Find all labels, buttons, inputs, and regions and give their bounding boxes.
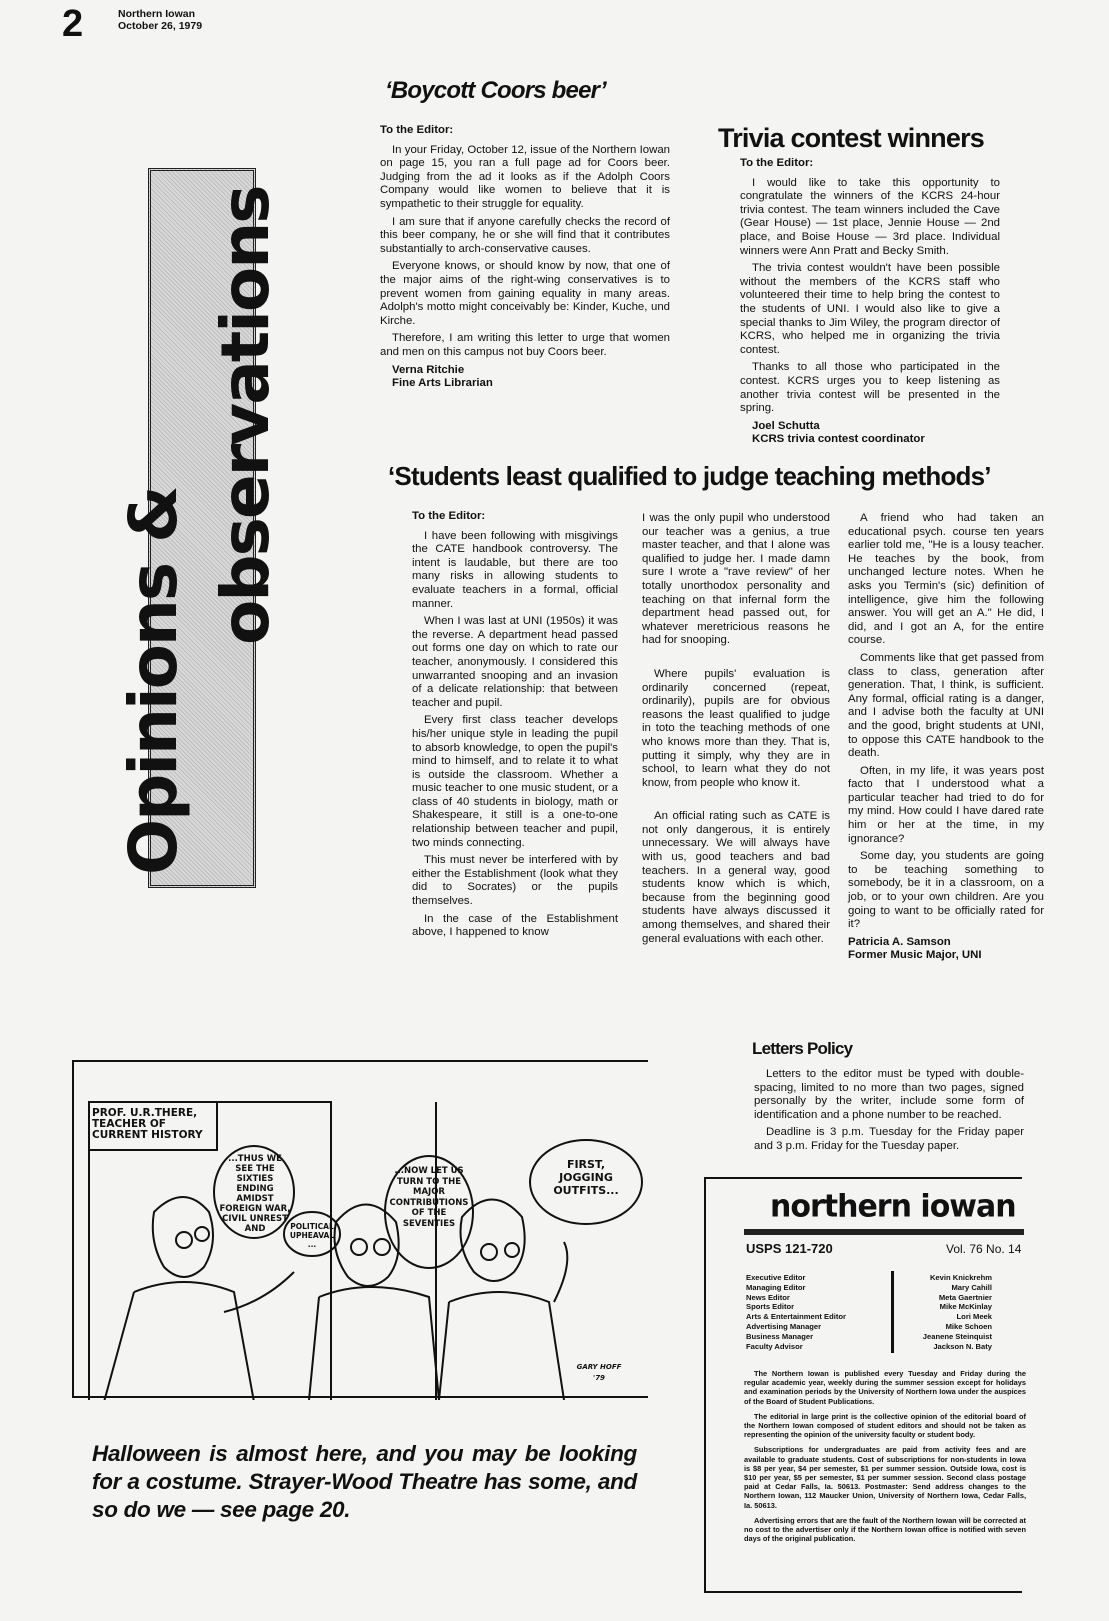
usps-number: USPS 121-720	[746, 1241, 833, 1256]
paragraph: Deadline is 3 p.m. Tuesday for the Friday paper and 3 p.m. Friday for the Tuesday paper.	[754, 1126, 1024, 1152]
signature-title: Fine Arts Librarian	[392, 377, 493, 390]
paragraph: I am sure that if anyone carefully checks the record of this beer company, he or she will find that it contributes substantially to arch-conservative causes.	[380, 215, 670, 255]
staff-name: Meta Gaertnier	[938, 1292, 992, 1302]
staff-role: Faculty Advisor	[746, 1341, 803, 1351]
speech-bubble-1: ...THUS WE SEE THE SIXTIES ENDING AMIDST FOREIGN WAR, CIVIL UNREST AND	[219, 1154, 291, 1234]
students-letter-col3	[848, 512, 1044, 963]
staff-name: Mike Schoen	[945, 1321, 992, 1331]
editorial-cartoon	[72, 1060, 648, 1398]
salutation: To the Editor:	[412, 510, 486, 522]
paragraph: An official rating such as CATE is not only dangerous, it is entirely unnecessary. We will always have with us, good teachers and bad teachers. In a general way, good students know which is which, because from the beginning good students have always discussed it among themselves, and shared their general evaluations with each other.	[642, 810, 830, 945]
letters-policy-headline: Letters Policy	[752, 1039, 853, 1058]
masthead-box	[704, 1177, 1026, 1593]
fine-print-paragraph: The Northern Iowan is published every Tuesday and Friday during the regular academic year, weekly during the summer session except for holidays and examination periods by the University of Northern Iowa under the auspices of the Board of Student Publications.	[744, 1369, 1026, 1406]
masthead-rule	[744, 1229, 1024, 1235]
staff-name: Mary Cahill	[951, 1282, 992, 1292]
staff-name: Kevin Knickrehm	[929, 1273, 992, 1282]
masthead-logo: northern iowan	[770, 1188, 1016, 1225]
folio-meta	[118, 8, 202, 32]
page-number: 2	[62, 3, 84, 45]
paragraph: When I was last at UNI (1950s) it was the reverse. A department head passed out forms one day on which to rate our teacher, anonymously. I considered this unwarranted snooping and an invasion of a delicate relationship: that between teacher and pupil.	[412, 615, 618, 709]
staff-role: Business Manager	[746, 1331, 814, 1341]
signature-title: KCRS trivia contest coordinator	[752, 433, 925, 446]
staff-role: Sports Editor	[746, 1302, 795, 1312]
paragraph: Often, in my life, it was years post facto that I understood what a particular teacher had tried to do for my mind. How could I have dared rate him or her at the time, in my ignorance?	[848, 764, 1044, 845]
paragraph: Where pupils' evaluation is ordinarily concerned (repeat, ordinarily), pupils are for obvious reasons the least qualified to judge in toto the teaching methods of one who knows more than they. That is, putting it simply, why they are in school, to learn what they do not know, from people who know it.	[642, 667, 830, 789]
boycott-letter	[380, 124, 670, 391]
paragraph: Every first class teacher develops his/her unique style in leading the pupil to absorb knowledge, to open the pupil's mind to himself, and to relate it to what is outside the classroom. Whether a music teacher to one music student, or a class of 40 students in biology, math or Shakespeare, it still is a one-to-one relationship between teacher and pupil, two minds connecting.	[412, 714, 618, 849]
staff-role: Managing Editor	[746, 1282, 806, 1292]
trivia-headline: Trivia contest winners	[718, 123, 984, 153]
paragraph: Therefore, I am writing this letter to urge that women and men on this campus not buy Coors beer.	[380, 332, 670, 358]
paragraph: Some day, you students are going to be teaching something to somebody, be it in a classroom, on a job, or to your own children. Are you going to want to be officially rated for it?	[848, 850, 1044, 931]
paragraph: A friend who had taken an educational psych. course ten years earlier told me, "He is a lousy teacher. He teaches by the book, from unchanged lecture notes. When he asks you Termin's (sic) definition of intelligence, give him the following answer. You will get an A." He did, I did, and I got an A, for the entire course.	[848, 512, 1044, 647]
staff-roles	[746, 1273, 846, 1351]
paragraph: Thanks to all those who participated in the contest. KCRS urges you to keep listening as another trivia contest will be presented in the spring.	[740, 361, 1000, 415]
staff-divider	[891, 1271, 894, 1353]
paragraph: I was the only pupil who understood our teacher was a genius, a true master teacher, and that I alone was qualified to judge her. I made damn sure I wrote a "rave review" of her totally unorthodox personality and teaching on that infernal form the department head passed out, for whatever meretricious reasons he had for snooping.	[642, 512, 830, 647]
students-letter-col2	[642, 512, 830, 950]
staff-name: Jeanene Steinquist	[922, 1331, 992, 1341]
speech-bubble-3: ...NOW LET US TURN TO THE MAJOR CONTRIBUTIONS OF THE SEVENTIES	[389, 1166, 469, 1229]
fine-print-paragraph: The editorial in large print is the collective opinion of the editorial board of the Northern Iowan composed of student editors and should not be taken as representing the opinion of the university faculty or student body.	[744, 1411, 1026, 1440]
staff-name: Lori Meek	[956, 1312, 992, 1322]
signature-name: Joel Schutta	[752, 419, 820, 432]
staff-names	[902, 1273, 992, 1351]
staff-name: Jackson N. Baty	[933, 1341, 992, 1351]
salutation: To the Editor:	[740, 157, 814, 169]
signature-name: Verna Ritchie	[392, 363, 465, 376]
speech-bubble-2: POLITICAL UPHEAVAL ...	[289, 1222, 335, 1249]
paragraph: In your Friday, October 12, issue of the Northern Iowan on page 15, you ran a full page ad for Coors beer. Judging from the ad it looks as if the Adolph Coors Company would like women to believe that it is sympathetic to their struggle for equality.	[380, 143, 670, 210]
trivia-letter	[740, 157, 1000, 447]
volume-issue: Vol. 76 No. 14	[946, 1242, 1022, 1256]
paragraph: Comments like that get passed from class to class, generation after generation. That, I think, is sufficient. Any formal, official rating is a danger, and I advise both the faculty at UNI and the good, bright students at UNI, to oppose this CATE handbook to the death.	[848, 651, 1044, 760]
paragraph: The trivia contest wouldn't have been possible without the members of the KCRS staff who volunteered their time to help bring the contest to the students of UNI. I would also like to give a special thanks to Jim Wiley, the program director of KCRS, who helped me in organizing the trivia contest.	[740, 262, 1000, 356]
paragraph: Letters to the editor must be typed with double-spacing, limited to no more than two pages, signed personally by the writer, include some form of identification and a phone number to be reached.	[754, 1068, 1024, 1121]
salutation: To the Editor:	[380, 124, 454, 136]
speech-bubble-4: FIRST, JOGGING OUTFITS...	[553, 1158, 619, 1197]
staff-role: News Editor	[746, 1292, 790, 1302]
paragraph: I have been following with misgivings the CATE handbook controversy. The intent is laudable, but there are too many risks in allowing students to evaluate teachers in a formal, official manner.	[412, 529, 618, 610]
letters-policy	[754, 1068, 1024, 1158]
students-letter-col1	[412, 510, 618, 944]
banner-line-2: observations	[207, 186, 284, 645]
paragraph: In the case of the Establishment above, I happened to know	[412, 912, 618, 939]
paragraph: I would like to take this opportunity to congratulate the winners of the KCRS 24-hour trivia contest. The team winners included the Cave (Gear House) — 1st place, Jennie House — 2nd place, and Boise House — 3rd place. Individual winners were Ann Pratt and Becky Smith.	[740, 176, 1000, 257]
banner-line-1: Opinions &	[115, 487, 192, 875]
staff-role: Arts & Entertainment Editor	[746, 1312, 846, 1322]
staff-name: Mike McKinlay	[939, 1302, 992, 1312]
signature-name: Patricia A. Samson	[848, 935, 951, 948]
fine-print-paragraph: Subscriptions for undergraduates are paid from activity fees and are available to graduate students. Cost of subscriptions for non-students in Iowa is $8 per year, $4 per semester, $1 per summer session. Outside Iowa, cost is $10 per year, $5 per semester, $1 per summer session. Second class postage paid at Cedar Falls, Ia. 50613. Postmaster: Send address changes to the Northern Iowan, 112 Maucker Union, University of Northern Iowa, Cedar Falls, Ia. 50613.	[744, 1445, 1026, 1510]
artist-signature: GARY HOFF '79	[576, 1363, 622, 1382]
students-headline: ‘Students least qualified to judge teaching methods’	[388, 461, 991, 491]
staff-role: Advertising Manager	[746, 1321, 822, 1331]
boycott-headline: ‘Boycott Coors beer’	[385, 77, 606, 104]
section-banner-title	[115, 175, 295, 875]
fine-print-paragraph: Advertising errors that are the fault of the Northern Iowan will be corrected at no cost to the advertiser only if the Northern Iowan office is notified with seven days of the original publication.	[744, 1515, 1026, 1544]
paragraph: This must never be interfered with by either the Establishment (look what they did to Socrates) or the pupils themselves.	[412, 854, 618, 908]
cartoon-sign: PROF. U.R.THERE, TEACHER OF CURRENT HISTORY	[92, 1107, 203, 1141]
paragraph: Everyone knows, or should know by now, that one of the major aims of the right-wing conservatives is to prevent women from gaining equality in many areas. Adolph's motto might conceivably be: Kinder, Kuche, und Kirche.	[380, 260, 670, 327]
signature-title: Former Music Major, UNI	[848, 949, 982, 962]
halloween-promo: Halloween is almost here, and you may be looking for a costume. Strayer-Wood Theatre has some, and so do we — see page 20.	[92, 1441, 637, 1522]
issue-date: October 26, 1979	[118, 20, 203, 32]
masthead-fine-print	[744, 1369, 1026, 1549]
paper-name: Northern Iowan	[118, 8, 196, 20]
staff-role: Executive Editor	[746, 1273, 806, 1282]
